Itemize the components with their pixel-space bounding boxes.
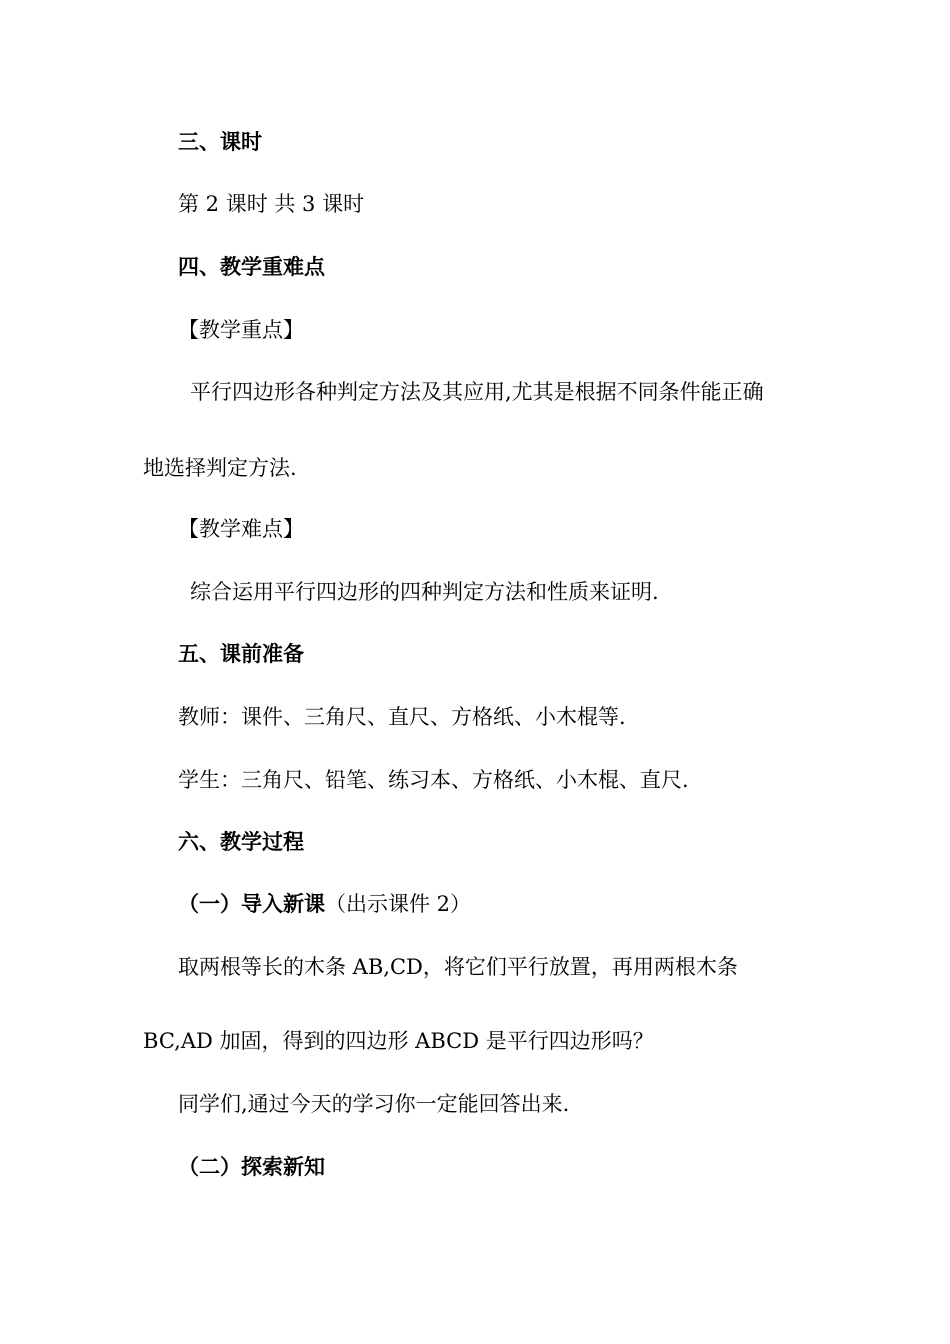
section-6-heading: 六、教学过程	[178, 830, 304, 854]
key-points-line-2: 地选择判定方法.	[143, 456, 297, 480]
intro-paragraph-line-1: 取两根等长的木条 AB,CD，将它们平行放置，再用两根木条	[178, 955, 738, 979]
key-points-line-1: 平行四边形各种判定方法及其应用,尤其是根据不同条件能正确	[190, 380, 764, 404]
lesson-period-text: 第 2 课时 共 3 课时	[178, 192, 365, 216]
teacher-materials: 教师：课件、三角尺、直尺、方格纸、小木棍等.	[178, 705, 626, 729]
difficult-points-text: 综合运用平行四边形的四种判定方法和性质来证明.	[190, 580, 659, 604]
section-3-heading: 三、课时	[178, 130, 262, 154]
student-materials: 学生：三角尺、铅笔、练习本、方格纸、小木棍、直尺.	[178, 768, 689, 792]
key-points-label: 【教学重点】	[178, 318, 304, 342]
intro-paragraph-line-2: BC,AD 加固，得到的四边形 ABCD 是平行四边形吗？	[143, 1029, 654, 1053]
intro-paragraph-line-3: 同学们,通过今天的学习你一定能回答出来.	[178, 1092, 570, 1116]
part-1-title: （一）导入新课	[178, 892, 325, 916]
part-1-title-row	[178, 890, 471, 918]
section-4-heading: 四、教学重难点	[178, 255, 325, 279]
part-2-title: （二）探索新知	[178, 1155, 325, 1179]
difficult-points-label: 【教学难点】	[178, 517, 304, 541]
section-5-heading: 五、课前准备	[178, 642, 304, 666]
part-1-note: （出示课件 2）	[325, 892, 472, 916]
